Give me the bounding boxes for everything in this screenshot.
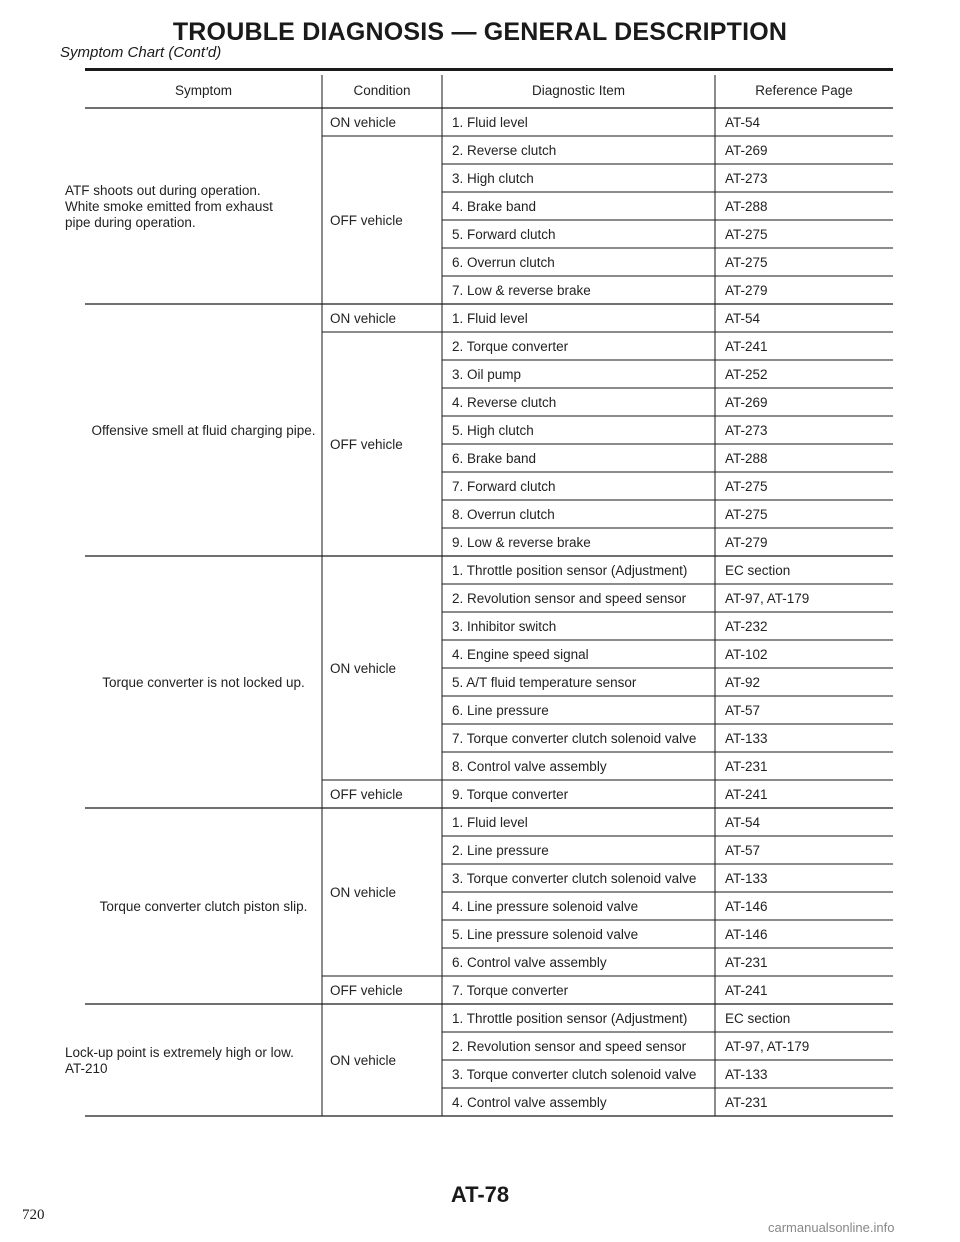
reference-page: AT-232 <box>725 619 768 634</box>
page-subtitle: Symptom Chart (Cont'd) <box>60 44 222 61</box>
condition-label: ON vehicle <box>330 115 397 130</box>
reference-page: AT-54 <box>725 115 761 130</box>
diagnostic-item: 7. Low & reverse brake <box>452 283 591 298</box>
diagnostic-item: 3. Inhibitor switch <box>452 619 557 634</box>
reference-page: AT-275 <box>725 507 768 522</box>
diagnostic-item: 4. Reverse clutch <box>452 395 557 410</box>
diagnostic-item: 2. Torque converter <box>452 339 569 354</box>
reference-page: EC section <box>725 1011 791 1026</box>
diagnostic-item: 4. Control valve assembly <box>452 1095 607 1110</box>
page-title: TROUBLE DIAGNOSIS — GENERAL DESCRIPTION <box>172 18 788 46</box>
diagnostic-item: 5. High clutch <box>452 423 534 438</box>
reference-page: AT-146 <box>725 899 768 914</box>
reference-page: AT-54 <box>725 311 761 326</box>
symptom-text: Offensive smell at fluid charging pipe. <box>91 423 316 438</box>
reference-page: AT-288 <box>725 451 768 466</box>
reference-page: AT-97, AT-179 <box>725 1039 810 1054</box>
reference-page: AT-57 <box>725 703 761 718</box>
diagnostic-item: 8. Overrun clutch <box>452 507 555 522</box>
reference-page: AT-275 <box>725 255 768 270</box>
page-number: 720 <box>22 1207 45 1223</box>
diagnostic-item: 8. Control valve assembly <box>452 759 607 774</box>
condition-label: ON vehicle <box>330 1053 397 1068</box>
reference-page: AT-133 <box>725 1067 768 1082</box>
symptom-text: ATF shoots out during operation. <box>65 183 261 198</box>
page-label: AT-78 <box>450 1182 510 1207</box>
column-header: Diagnostic Item <box>531 83 626 98</box>
reference-page: AT-231 <box>725 1095 768 1110</box>
diagnostic-item: 5. Forward clutch <box>452 227 556 242</box>
diagnostic-item: 9. Low & reverse brake <box>452 535 591 550</box>
diagnostic-item: 7. Torque converter clutch solenoid valve <box>452 731 697 746</box>
diagnostic-item: 6. Overrun clutch <box>452 255 555 270</box>
diagnostic-item: 7. Forward clutch <box>452 479 556 494</box>
condition-label: ON vehicle <box>330 885 397 900</box>
reference-page: AT-241 <box>725 339 768 354</box>
symptom-text: Torque converter clutch piston slip. <box>99 899 308 914</box>
column-header: Symptom <box>174 83 233 98</box>
reference-page: AT-241 <box>725 787 768 802</box>
reference-page: AT-273 <box>725 171 768 186</box>
reference-page: AT-133 <box>725 731 768 746</box>
diagnostic-item: 4. Line pressure solenoid valve <box>452 899 639 914</box>
reference-page: AT-288 <box>725 199 768 214</box>
diagnostic-item: 5. Line pressure solenoid valve <box>452 927 639 942</box>
condition-label: ON vehicle <box>330 311 397 326</box>
diagnostic-item: 3. High clutch <box>452 171 534 186</box>
condition-label: OFF vehicle <box>330 787 403 802</box>
column-header: Condition <box>353 83 411 98</box>
reference-page: AT-279 <box>725 283 768 298</box>
reference-page: AT-57 <box>725 843 761 858</box>
reference-page: AT-252 <box>725 367 768 382</box>
reference-page: AT-92 <box>725 675 761 690</box>
reference-page: AT-269 <box>725 143 768 158</box>
condition-label: OFF vehicle <box>330 437 403 452</box>
diagnostic-item: 1. Fluid level <box>452 115 528 130</box>
diagnostic-item: 7. Torque converter <box>452 983 569 998</box>
diagnostic-item: 3. Torque converter clutch solenoid valve <box>452 1067 697 1082</box>
reference-page: AT-275 <box>725 479 768 494</box>
reference-page: AT-279 <box>725 535 768 550</box>
diagnostic-item: 4. Brake band <box>452 199 537 214</box>
symptom-text: pipe during operation. <box>65 215 196 230</box>
diagnostic-item: 2. Revolution sensor and speed sensor <box>452 1039 687 1054</box>
symptom-text: Torque converter is not locked up. <box>102 675 305 690</box>
diagnostic-item: 3. Torque converter clutch solenoid valve <box>452 871 697 886</box>
reference-page: AT-269 <box>725 395 768 410</box>
diagnostic-item: 2. Line pressure <box>452 843 549 858</box>
reference-page: AT-54 <box>725 815 761 830</box>
diagnostic-item: 1. Fluid level <box>452 815 528 830</box>
symptom-text: White smoke emitted from exhaust <box>65 199 273 214</box>
diagnostic-item: 6. Control valve assembly <box>452 955 607 970</box>
diagnostic-item: 2. Reverse clutch <box>452 143 557 158</box>
diagnostic-item: 6. Brake band <box>452 451 537 466</box>
column-header: Reference Page <box>755 83 853 98</box>
reference-page: AT-97, AT-179 <box>725 591 810 606</box>
reference-page: AT-273 <box>725 423 768 438</box>
diagnostic-item: 5. A/T fluid temperature sensor <box>452 675 637 690</box>
diagnostic-item: 1. Fluid level <box>452 311 528 326</box>
reference-page: AT-241 <box>725 983 768 998</box>
symptom-text: Lock-up point is extremely high or low. <box>65 1045 294 1060</box>
reference-page: EC section <box>725 563 791 578</box>
reference-page: AT-275 <box>725 227 768 242</box>
reference-page: AT-231 <box>725 759 768 774</box>
reference-page: AT-133 <box>725 871 768 886</box>
symptom-text: AT-210 <box>65 1061 108 1076</box>
diagnostic-item: 9. Torque converter <box>452 787 569 802</box>
diagnostic-item: 3. Oil pump <box>452 367 522 382</box>
condition-label: ON vehicle <box>330 661 397 676</box>
watermark-text: carmanualsonline.info <box>768 1220 895 1235</box>
diagnostic-item: 4. Engine speed signal <box>452 647 589 662</box>
diagnostic-item: 1. Throttle position sensor (Adjustment) <box>452 1011 688 1026</box>
condition-label: OFF vehicle <box>330 213 403 228</box>
reference-page: AT-231 <box>725 955 768 970</box>
condition-label: OFF vehicle <box>330 983 403 998</box>
diagnostic-item: 2. Revolution sensor and speed sensor <box>452 591 687 606</box>
diagnostic-item: 6. Line pressure <box>452 703 549 718</box>
reference-page: AT-146 <box>725 927 768 942</box>
reference-page: AT-102 <box>725 647 768 662</box>
diagnostic-item: 1. Throttle position sensor (Adjustment) <box>452 563 688 578</box>
